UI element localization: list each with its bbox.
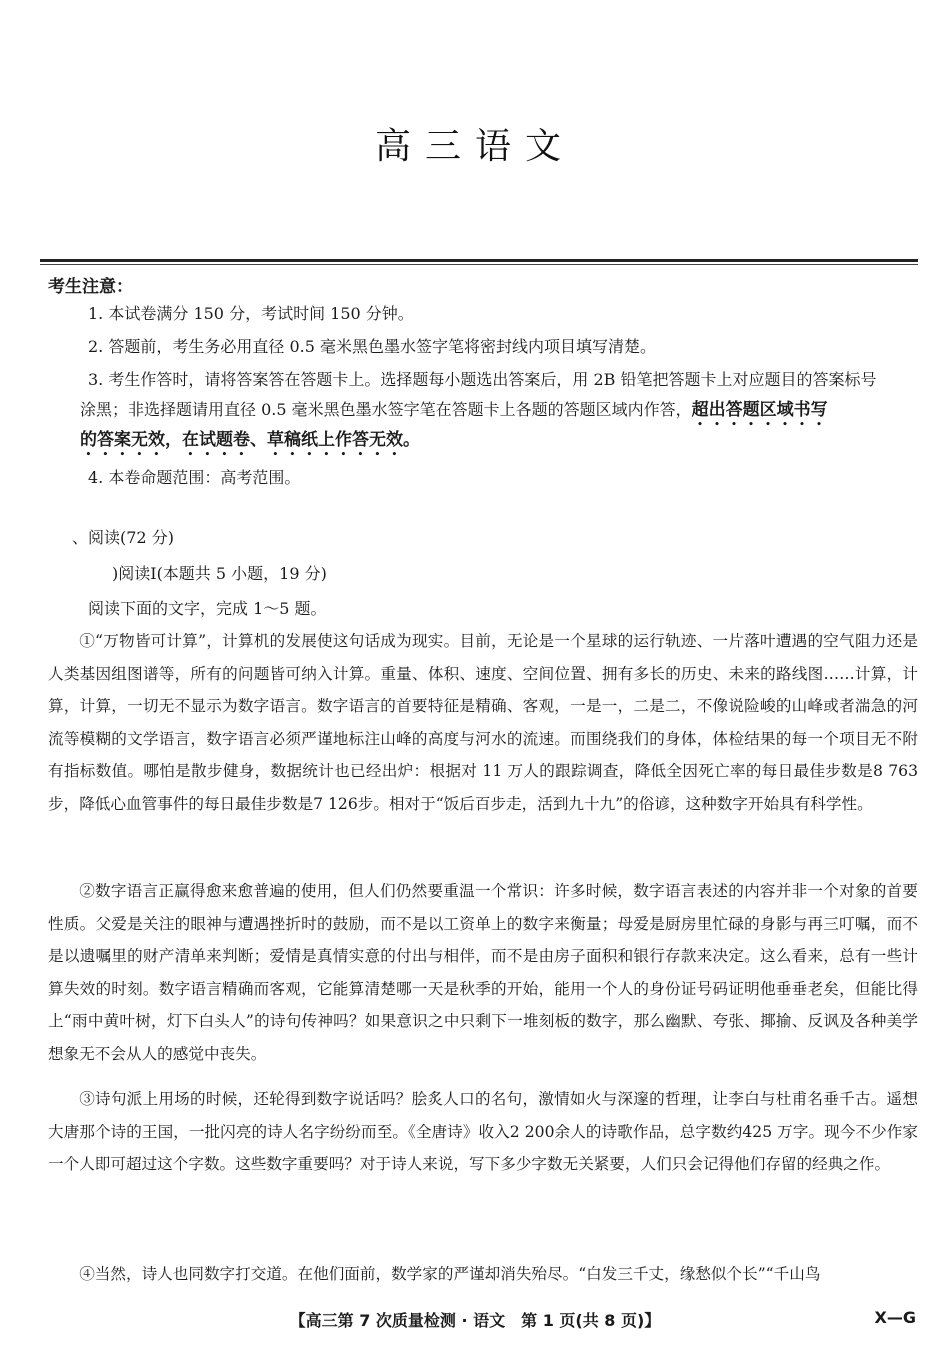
notice-heading: 考生注意： (48, 277, 133, 297)
notice-item-3-line-3 (80, 429, 920, 460)
header-divider-thick (40, 259, 918, 262)
notice-item-4: 4. 本卷命题范围：高考范围。 (88, 468, 301, 487)
notice-item-3-emphasis: 超出答题区域书写 (691, 400, 828, 420)
notice-item-3-text: 涂黑；非选择题请用直径 0.5 毫米黑色墨水签字笔在答题卡上各题的答题区域内作答， (80, 400, 692, 419)
reading-instruction: 阅读下面的文字，完成 1～5 题。 (88, 599, 327, 618)
page-title: 高三语文 (374, 126, 575, 167)
paragraph-4: ④当然，诗人也同数字打交道。在他们面前，数学家的严谨却消失殆尽。“白发三千丈，缘愁似个长”“千山鸟 (79, 1265, 821, 1283)
notice-item-2: 2. 答题前，考生务必用直径 0.5 毫米黑色墨水签字笔将密封线内项目填写清楚。 (88, 337, 656, 356)
section-heading: 、阅读(72 分) (72, 528, 174, 547)
paragraph-2: ②数字语言正赢得愈来愈普遍的使用，但人们仍然要重温一个常识：许多时候，数字语言表述的内容并非一个对象的首要性质。父爱是关注的眼神与遭遇挫折时的鼓励，而不是以工资单上的数字来衡量；母爱是厨房里忙碌的身影与再三叮嘱，而不是以遗嘱里的财产清单来判断；爱情是真情实意的付出与相伴，而不是由房子面积和银行存款来决定。这么看来，总有一些计算失效的时刻。数字语言精确而客观，它能算清楚哪一天是秋季的开始，能用一个人的身份证号码证明他垂垂老矣，但能比得上“雨中黄叶树，灯下白头人”的诗句传神吗？如果意识之中只剩下一堆刻板的数字，那么幽默、夸张、揶揄、反讽及各种美学想象无不会从人的感觉中丧失。 (48, 882, 918, 1063)
notice-item-3-line-1: 3. 考生作答时，请将答案答在答题卡上。选择题每小题选出答案后，用 2B 铅笔把答题卡上对应题目的答案标号 (88, 370, 877, 389)
notice-item-1: 1. 本试卷满分 150 分，考试时间 150 分钟。 (88, 304, 414, 323)
paper-code: X—G (874, 1308, 916, 1327)
paragraph-3: ③诗句派上用场的时候，还轮得到数字说话吗？脍炙人口的名句，激情如火与深邃的哲理，让李白与杜甫名垂千古。遥想大唐那个诗的王国，一批闪亮的诗人名字纷纷而至。《全唐诗》收入2 200余人的诗歌作品，总字数约425 万字。现今不少作家一个人即可超过这个字数。这些数字重要吗？对于诗人来说，写下多少字数无关紧要，人们只会记得他们存留的经典之作。 (48, 1090, 918, 1174)
notice-item-3-emphasis-cont: 的答案无效，在试题卷、草稿纸上作答无效。 (80, 430, 420, 450)
header-divider-thin (40, 264, 918, 265)
subsection-heading: )阅读Ⅰ(本题共 5 小题，19 分) (112, 564, 327, 583)
paragraph-1: ①“万物皆可计算”，计算机的发展使这句话成为现实。目前，无论是一个星球的运行轨迹、一片落叶遭遇的空气阻力还是人类基因组图谱等，所有的问题皆可纳入计算。重量、体积、速度、空间位置、拥有多长的历史、未来的路线图……计算，计算，计算，一切无不显示为数字语言。数字语言的首要特征是精确、客观，一是一，二是二，不像说险峻的山峰或者湍急的河流等模糊的文学语言，数字语言必须严谨地标注山峰的高度与河水的流速。而围绕我们的身体，体检结果的每一个项目无不附有指标数值。哪怕是散步健身，数据统计也已经出炉：根据对 11 万人的跟踪调查，降低全因死亡率的每日最佳步数是8 763步，降低心血管事件的每日最佳步数是7 126步。相对于“饭后百步走，活到九十九”的俗谚，这种数字开始具有科学性。 (48, 632, 918, 813)
page-footer: 【高三第 7 次质量检测 · 语文 第 1 页(共 8 页)】 (289, 1311, 661, 1330)
notice-item-3-line-2 (80, 399, 920, 430)
